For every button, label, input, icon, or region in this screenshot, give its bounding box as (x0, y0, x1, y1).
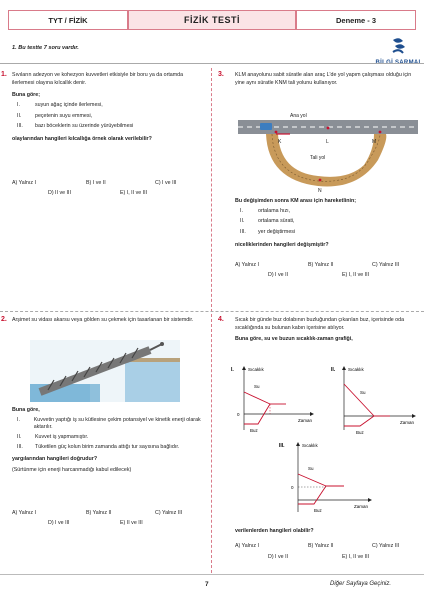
q3-number: 3. (218, 71, 224, 78)
q2-note: (Sürtünme için enerji harcanmadığı kabul edilecek) (12, 467, 132, 474)
q1-option-c[interactable]: C) I ve III (155, 180, 177, 186)
svg-text:0: 0 (291, 485, 294, 490)
main-road-label: Ana yol (290, 113, 307, 119)
q2-option-b[interactable]: B) Yalnız II (86, 510, 112, 516)
q3-option-b[interactable]: B) Yalnız II (308, 262, 334, 268)
q4-option-d[interactable]: D) I ve II (268, 554, 289, 560)
subject-label: TYT / FİZİK (8, 10, 128, 30)
q4-option-c[interactable]: C) Yalnız III (372, 543, 400, 549)
q2-question: yargılarından hangileri doğrudur? (12, 456, 98, 463)
q1-item: II. peçetenin suyu emmesi, (17, 112, 93, 119)
graph-3 (278, 440, 378, 516)
point-m: M (372, 139, 377, 145)
svg-text:0: 0 (237, 412, 240, 417)
q3-text: KLM anayolunu sabit süratle alan araç L'de yol yapım çalışması olduğu için yine aynı süratle KNM tali yolunu kullanıyor. (235, 72, 412, 86)
q1-number: 1. (1, 71, 7, 78)
q2-number: 2. (1, 316, 7, 323)
question-4-body (235, 528, 419, 536)
q3-option-e[interactable]: E) I, II ve III (342, 272, 370, 278)
logo-mark-icon (389, 37, 409, 55)
q4-lead: Buna göre, su ve buzun sıcaklık-zaman grafiği, (235, 336, 353, 343)
q2-option-c[interactable]: C) Yalnız III (155, 510, 183, 516)
q1-item: I. suyun ağaç içinde ilerlemesi, (17, 102, 103, 109)
q4-question: verilenlerden hangileri olabilir? (235, 528, 314, 534)
svg-text:Zaman: Zaman (298, 418, 313, 423)
q2-item: I. Kuvvetin yaptığı iş su kütlesine çekim potansiyel ve kinetik enerji olarak aktarılır. (17, 416, 201, 431)
svg-text:Zaman: Zaman (354, 504, 369, 509)
test-title: FİZİK TESTİ (128, 10, 296, 30)
q3-item: III. yer değiştirmesi (240, 229, 296, 236)
q1-option-d[interactable]: D) II ve III (48, 190, 71, 196)
q1-option-a[interactable]: A) Yalnız I (12, 180, 36, 186)
road-figure (238, 110, 418, 195)
archimedes-screw-figure (30, 340, 180, 402)
q1-lead: Buna göre; (12, 92, 40, 99)
logo-text: BİLGİ SARMAL (375, 60, 423, 66)
svg-text:Su: Su (254, 384, 260, 389)
q2-option-e[interactable]: E) II ve III (120, 520, 143, 526)
exam-label: Deneme - 3 (296, 10, 416, 30)
q1-option-e[interactable]: E) I, II ve III (120, 190, 148, 196)
svg-text:Sıcaklık: Sıcaklık (248, 367, 264, 372)
graph-2 (330, 364, 422, 436)
graph-1 (230, 364, 320, 436)
q4-number: 4. (218, 316, 224, 323)
q2-item: II. Kuvvet iş yapmamıştır. (17, 434, 89, 441)
column-divider (211, 68, 212, 573)
publisher-logo (374, 37, 424, 66)
point-n: N (318, 188, 322, 194)
q1-text: Sıvıların adezyon ve kohezyon kuvvetleri etkisiyle bir boru ya da ortamda ilerlemesi olayına kılcallık denir. (12, 72, 184, 86)
question-4 (235, 317, 419, 344)
question-1 (12, 72, 204, 144)
q4-option-a[interactable]: A) Yalnız I (235, 543, 259, 549)
q2-lead: Buna göre, (12, 407, 40, 413)
q3-option-d[interactable]: D) I ve II (268, 272, 289, 278)
q1-item: III. bazı böceklerin su üzerinde yürüyebilmesi (17, 123, 134, 130)
svg-text:Sıcaklık: Sıcaklık (302, 443, 318, 448)
q3-option-c[interactable]: C) Yalnız III (372, 262, 400, 268)
q3-lead: Bu değişimden sonra KM arası için hareketlinin; (235, 198, 356, 204)
q2-option-d[interactable]: D) I ve III (48, 520, 70, 526)
q2-item: III. Tüketilen güç kolun birim zamanda attığı tur sayısına bağlıdır. (17, 443, 180, 450)
svg-text:III.: III. (279, 443, 285, 449)
q3-item: I. ortalama hızı, (240, 207, 291, 214)
svg-text:II.: II. (331, 367, 336, 373)
q2-text: Arşimet su vidası akarsu veya gölden su çekmek için tasarlanan bir sistemdir. (12, 317, 194, 323)
q1-question: olaylarından hangileri kılcallığa örnek olarak verilebilir? (12, 136, 152, 143)
svg-text:Zaman: Zaman (400, 420, 415, 425)
q4-option-e[interactable]: E) I, II ve III (342, 554, 370, 560)
svg-text:Sıcaklık: Sıcaklık (348, 367, 364, 372)
svg-text:Su: Su (308, 466, 314, 471)
q4-text: Sıcak bir günde buz dolabının buzluğundan çıkarılan buz, içerisinde oda sıcaklığında su bulunan kabın içerisine atılıyor. (235, 317, 405, 331)
next-page-note: Diğer Sayfaya Geçiniz. (330, 581, 392, 587)
q4-option-b[interactable]: B) Yalnız II (308, 543, 334, 549)
svg-text:Buz: Buz (356, 430, 364, 435)
q3-option-a[interactable]: A) Yalnız I (235, 262, 259, 268)
row-divider (0, 311, 424, 312)
q2-option-a[interactable]: A) Yalnız I (12, 510, 36, 516)
point-l: L (326, 139, 329, 145)
q3-item: II. ortalama sürati, (240, 218, 295, 225)
point-k: K (278, 139, 282, 145)
test-note: 1. Bu testte 7 soru vardır. (12, 45, 79, 51)
side-road-label: Tali yol (310, 155, 326, 161)
q3-question: niceliklerinden hangileri değişmiştir? (235, 241, 329, 248)
svg-text:Buz: Buz (314, 508, 322, 513)
question-2 (12, 317, 204, 325)
svg-text:Su: Su (360, 390, 366, 395)
car-icon (260, 123, 272, 130)
svg-text:Buz: Buz (250, 428, 258, 433)
question-3-body (235, 198, 419, 249)
page-header (8, 10, 416, 30)
question-3 (235, 72, 419, 87)
bottom-divider (0, 574, 424, 575)
page-number: 7 (205, 581, 209, 588)
svg-text:I.: I. (231, 367, 234, 373)
q1-option-b[interactable]: B) I ve II (86, 180, 106, 186)
top-divider (0, 63, 424, 64)
question-2-body (12, 407, 204, 475)
